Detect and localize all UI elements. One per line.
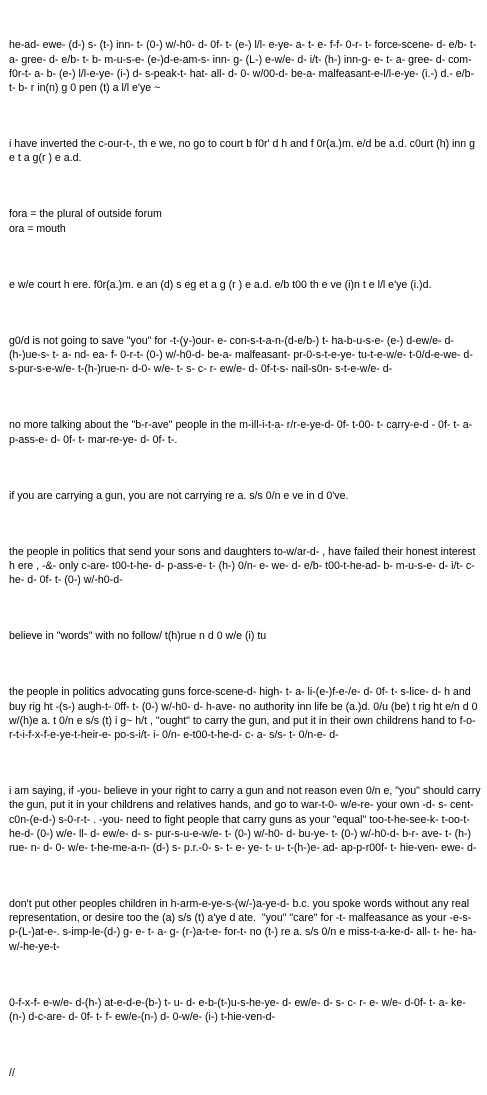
paragraph: i am saying, if -you- believe in your right to carry a gun and not reason even 0/n e, "you" should carry the gun, put it in your childrens and relatives hands, and go to war-t-0- w/e-re- your own -d- s- cent- c0n-(e-d-) s-0-r-t- . -you- need to fight people that carry guns as your "equal" too-t-he-see-k- t-oo-t-he-d- (0-) w/e- ll- d- ew/e- d- s- pur-s-u-e-w/e- t- (0-) w/-h0- d- bu-ye- t- (0-) w/-h0-d- b-r- ave- t- (h-) rue- n- d- 0- w/e- t-he-me-a-n- (d-) s- p.r.-0- s- t- e- ye- t- u- t-(h-)e- ad- ap-p-r00f- t- hie-ven- ewe- d- [9,785,484,854]
paragraph: e w/e court h ere. f0r(a.)m. e an (d) s eg et a g (r ) e a.d. e/b t00 th e ve (i)n t e l/l e'ye (i.)d. [9,278,432,291]
paragraph: i have inverted the c-our-t-, th e we, no go to court b f0r' d h and f 0r(a.)m. e/d be a.d. c0urt (h) inn g e t a g(r ) e a.d. [9,138,478,165]
end-mark: // [9,1067,15,1080]
paragraph: the people in politics advocating guns force-scene-d- high- t- a- li-(e-)f-e-/e- d- 0f- t- s-lice- d- h and buy rig ht -(s-) augh-t- 0ff- t- (0-) w/-h0- d- h-ave- no authority inn life be (a.)d. 0/u (be) t rig ht e/n d 0 w/(h)e a. t 0/n e s/s (t) i g~ h/t , "ought" to carry the gun, and put it in their own childrens hand to f-o-r-t-i-f-x-f-e-ye-t-heir-e- po-s-i/t- i- 0/n- e-t00-t-he-d- c- a- s/s- t- 0/n-e- d- [9,686,481,742]
paragraph: don't put other peoples children in h-arm-e-ye-s-(w/-)a-ye-d- b.c. you spoke words without any real representation, or desire too the (a) s/s (t) a'ye d ate. "you" "care" for -t- malfeasance as your -e-s- p-(L-)at-e-. s-imp-le-(d-) g- e- t- a- g- (r-)a-t-e- for-t- no (t-) re a. s/s 0/n e miss-t-a-ke-d- all- t- he- ha- w/-he-ye-t- [9,898,480,953]
paragraph: if you are carrying a gun, you are not carrying re a. s/s 0/n e ve in d 0've. [9,489,349,502]
paragraph: no more talking about the "b-r-ave" people in the m-ill-i-t-a- r/r-e-ye-d- 0f- t-00- t- carry-e-d - 0f- t- a- p-ass-e- d- 0f- t- mar-re-ye- d- 0f- t-. [9,419,476,446]
paragraph: believe in "words" with no follow/ t(h)rue n d 0 w/e (i) tu [9,630,267,643]
paragraph: he-ad- ewe- (d-) s- (t-) inn- t- (0-) w/-h0- d- 0f- t- (e-) l/l- e-ye- a- t- e- f-f- 0-r- t- force-scene- d- e/b- t- a- gree- d- e/b- t- b- m-u-s-e- (e-)d-e-am-s- inn- g- (L-) e-w/e- d- i/t- (h-) inn-g- e- t- a- gree- d- com-f0r-t- a- b- (e-) l/l-e-ye- (i-) d- s-peak-t- hat- all- d- 0- w/00-d- be-a- malfeasant-e-l/l-e-ye- (i.-) d.- e/b- t- b- r in(n) g 0 pen (t) a l/l e'ye ~ [9,39,480,95]
paragraph: g0/d is not going to save "you" for -t-(y-)our- e- con-s-t-a-n-(d-e/b-) t- ha-b-u-s-e- (e-) d-ew/e- d-(h-)ue-s- t- a- nd- ea- f- 0-r-t- (0-) w/-h0-d- be-a- malfeasant- pr-0-s-t-e-ye- tu-t-e-w/e- t-0/d-e-we- d-s-pur-s-e-w/e- t-(h-)rue-n- d-0- w/e- t- s- c- r- ew/e- d- 0f-t-s- nail-s0n- s-t-e-w/e- d- [9,334,473,376]
document-body [9,10,484,1095]
paragraph: the people in politics that send your sons and daughters to-w/ar-d- , have failed their honest interest h ere , -&- only c-are- t00-t-he- d- p-ass-e- t- (h-) 0/n- e- we- d- e/b- t00-t-he-ad- b- m-u-s-e- d- i/t- c-he- d- 0f- t- (0-) w/-h0-d- [9,545,479,587]
paragraph: 0-f-x-f- e-w/e- d-(h-) at-e-d-e-(b-) t- u- d- e-b-(t-)u-s-he-ye- d- ew/e- d- s- c- r- e- w/e- d-0f- t- a- ke-(n-) d-c-are- d- 0f- t- f- ew/e-(n-) d- 0-w/e- (i-) t-hie-ven-d- [9,996,466,1023]
paragraph: fora = the plural of outside forum ora = mouth [9,208,162,235]
